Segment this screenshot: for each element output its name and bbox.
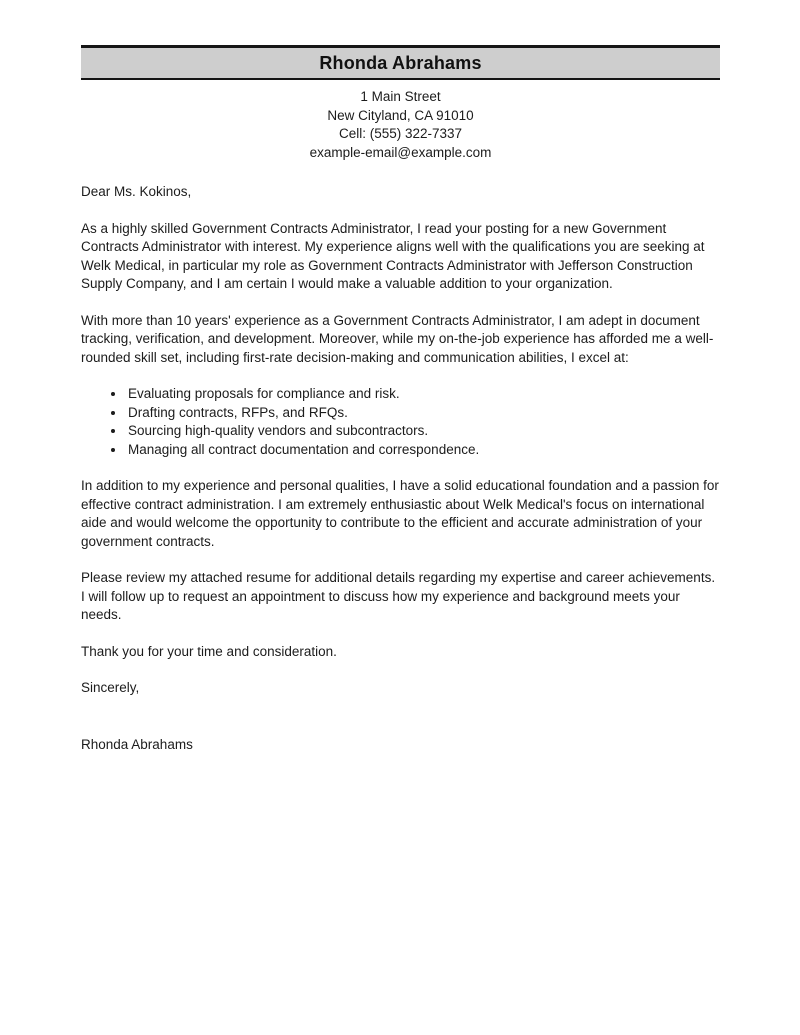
- salutation: Dear Ms. Kokinos,: [81, 184, 192, 200]
- valediction: Sincerely,: [81, 680, 140, 696]
- thank-you-line: Thank you for your time and consideration.: [81, 643, 337, 659]
- page-title: Rhonda Abrahams: [319, 53, 482, 73]
- list-item: • Sourcing high-quality vendors and subcontractors.: [126, 422, 720, 441]
- paragraph-intro: As a highly skilled Government Contracts Administrator, I read your posting for a new Government Contracts Administrator with interest. My experience aligns well with the qualifications you are seeking at Welk Medical, in particular my role as Government Contracts Administrator with Jefferson Construction Supply Company, and I am certain I would make a valuable addition to your organization.: [81, 220, 705, 292]
- signature-name: Rhonda Abrahams: [81, 736, 193, 752]
- contact-block: [81, 88, 720, 162]
- list-item: • Managing all contract documentation and correspondence.: [126, 441, 720, 460]
- contact-email: example-email@example.com: [309, 144, 492, 160]
- skills-list: [81, 385, 720, 459]
- contact-phone: Cell: (555) 322-7337: [338, 126, 463, 142]
- list-item: • Evaluating proposals for compliance and risk.: [126, 385, 720, 404]
- paragraph-experience: With more than 10 years' experience as a Government Contracts Administrator, I am adept in document tracking, verification, and development. Moreover, while my on-the-job experience has afforded me a well-rounded skill set, including first-rate decision-making and communication abilities, I excel at:: [81, 312, 714, 365]
- contact-address-line1: 1 Main Street: [360, 89, 441, 104]
- contact-address-line2: New Cityland, CA 91010: [327, 107, 474, 123]
- letter-header-banner: [81, 45, 720, 80]
- letter-body: [81, 183, 720, 754]
- paragraph-education: In addition to my experience and personal qualities, I have a solid educational foundation and a passion for effective contract administration. I am extremely enthusiastic about Welk Medical's focus on international aide and would welcome the opportunity to contribute to the efficient and accurate administration of your government contracts.: [81, 478, 719, 549]
- list-item: • Drafting contracts, RFPs, and RFQs.: [126, 404, 720, 423]
- paragraph-followup: Please review my attached resume for additional details regarding my expertise and career achievements. I will follow up to request an appointment to discuss how my experience and background meets your needs.: [81, 570, 716, 623]
